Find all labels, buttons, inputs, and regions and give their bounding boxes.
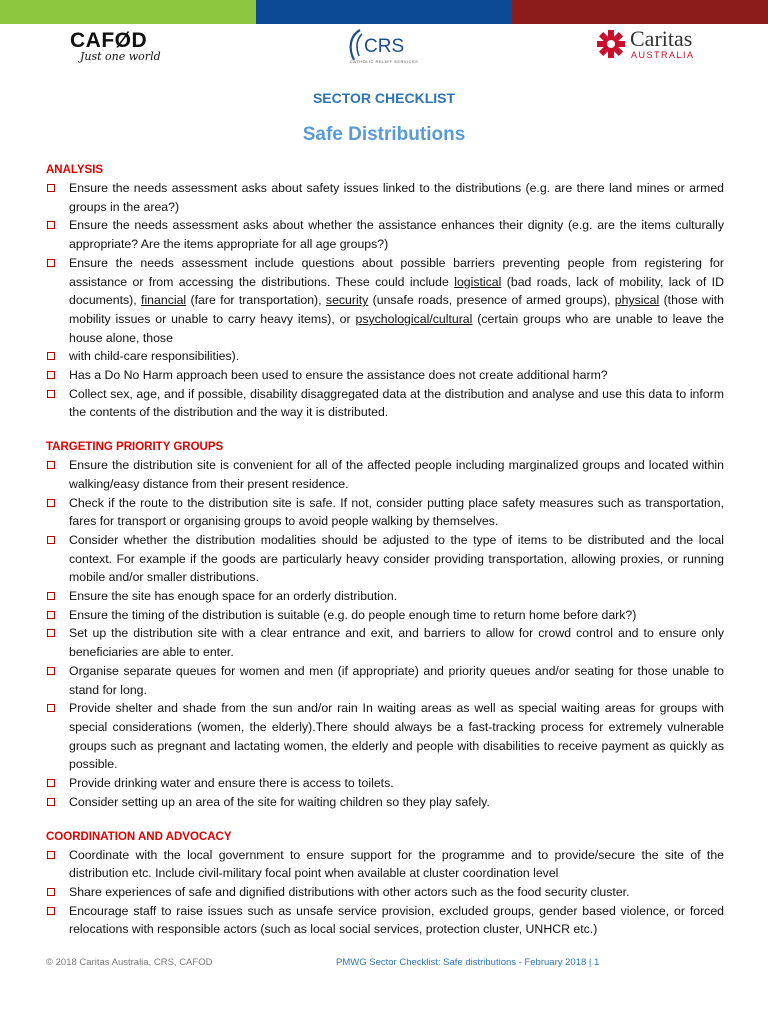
crs-logo-subtitle: CATHOLIC RELIEF SERVICES <box>350 59 419 64</box>
checkbox[interactable] <box>47 779 55 787</box>
checkbox[interactable] <box>47 888 55 896</box>
item-text: Has a Do No Harm approach been used to ensure the assistance does not create additional harm? <box>69 368 608 383</box>
section-gap <box>46 422 724 439</box>
item-text: Provide drinking water and ensure there is access to toilets. <box>69 776 394 791</box>
item-text: (unsafe roads, presence of armed groups), <box>368 293 615 308</box>
item-text: Ensure the distribution site is convenient for all of the affected people including marginalized groups and located within walking/easy distance from their present residence. <box>69 458 724 491</box>
caritas-logo-subtitle: AUSTRALIA <box>631 50 695 60</box>
checklist-item <box>46 366 724 385</box>
checklist-item <box>46 587 724 606</box>
checkbox[interactable] <box>47 461 55 469</box>
section-heading: TARGETING PRIORITY GROUPS <box>46 441 224 454</box>
item-text: with child-care responsibilities). <box>69 349 240 364</box>
footer-copyright: © 2018 Caritas Australia, CRS, CAFOD <box>46 957 213 968</box>
checklist <box>46 179 724 422</box>
caritas-logo-name: Caritas <box>630 26 693 51</box>
checklist-item <box>46 216 724 253</box>
checklist-item <box>46 606 724 625</box>
item-text: Consider whether the distribution modalities should be adjusted to the type of items to be distributed and the local context. For example if the goods are particularly heavy consider providing transportation, allowing proxies, or running mobile and/or smaller distributions. <box>69 532 724 585</box>
checkbox[interactable] <box>47 536 55 544</box>
section-gap <box>46 812 724 829</box>
caritas-logo <box>596 26 706 62</box>
item-text: Check if the route to the distribution site is safe. If not, consider putting place safety measures such as transportation, fares for transport or organising groups to avoid people walking by themselves. <box>69 495 724 529</box>
banner-red-segment <box>512 0 768 24</box>
underlined-term: logistical <box>454 274 502 289</box>
item-text: Encourage staff to raise issues such as unsafe service provision, excluded groups, gender based violence, or forced relocations with responsible actors (such as local social services, protection cluster, UNHCR etc.) <box>69 903 724 937</box>
section-heading: ANALYSIS <box>46 164 104 176</box>
item-text: (certain groups who are unable to leave the house alone, those <box>69 311 724 345</box>
checkbox[interactable] <box>47 611 55 619</box>
checklist-item <box>46 846 724 883</box>
item-text: Share experiences of safe and dignified distributions with other actors such as the food security cluster. <box>69 884 630 899</box>
checklist-item <box>46 385 724 422</box>
cafod-logo-name: CAFØD <box>70 29 148 52</box>
checklist-item <box>46 902 724 939</box>
checkbox[interactable] <box>47 798 55 806</box>
item-text: Consider setting up an area of the site for waiting children so they play safely. <box>69 794 490 809</box>
footer-page-info: PMWG Sector Checklist: Safe distributions - February 2018 | 1 <box>336 957 600 968</box>
checklist-item <box>46 347 724 366</box>
cafod-logo-tagline: Just one world <box>80 50 161 63</box>
checkbox[interactable] <box>47 184 55 192</box>
checkbox[interactable] <box>47 499 55 507</box>
checkbox[interactable] <box>47 907 55 915</box>
underlined-term: financial <box>141 293 187 308</box>
sector-checklist-title: SECTOR CHECKLIST <box>312 90 456 106</box>
item-text: Ensure the needs assessment include questions about possible barriers preventing people from registering for assistance or from accessing the distributions. These could include <box>69 255 724 289</box>
checkbox[interactable] <box>47 851 55 859</box>
underlined-term: security <box>325 293 369 308</box>
checklist-item <box>46 699 724 774</box>
checkbox[interactable] <box>47 704 55 712</box>
checklist-item <box>46 531 724 587</box>
item-text: Provide shelter and shade from the sun and/or rain In waiting areas as well as special waiting areas for groups with special considerations (women, the elderly).There should always be a fast-tracking process for extremely vulnerable groups such as pregnant and lactating women, the elderly and people with disabilities to receive payment as quickly as possible. <box>69 701 724 772</box>
item-text: (those with mobility issues or unable to carry heavy items), or <box>69 293 724 326</box>
underlined-term: psychological/cultural <box>355 311 473 326</box>
checklist-item <box>46 793 724 812</box>
checkbox[interactable] <box>47 667 55 675</box>
document-title: Safe Distributions <box>302 124 466 145</box>
checklist-item <box>46 254 724 348</box>
checklist-item <box>46 624 724 661</box>
item-text: Set up the distribution site with a clear entrance and exit, and barriers to allow for crowd control and to ensure only beneficiaries are able to enter. <box>69 626 724 660</box>
banner-blue-segment <box>256 0 512 24</box>
checkbox[interactable] <box>47 390 55 398</box>
section-heading: COORDINATION AND ADVOCACY <box>46 830 232 843</box>
item-text: Organise separate queues for women and men (if appropriate) and priority queues and/or seating for those unable to stand for long. <box>69 663 724 697</box>
cafod-logo <box>70 31 180 63</box>
checklist-item <box>46 179 724 216</box>
checklist-item <box>46 662 724 699</box>
checkbox[interactable] <box>47 592 55 600</box>
underlined-term: physical <box>614 293 660 308</box>
caritas-cross-icon <box>596 29 626 59</box>
checkbox[interactable] <box>47 629 55 637</box>
item-text: Ensure the timing of the distribution is suitable (e.g. do people enough time to return home before dark?) <box>69 607 637 622</box>
checkbox[interactable] <box>47 221 55 229</box>
item-text: Coordinate with the local government to ensure support for the programme and to provide/secure the site of the distribution etc. Include civil-military focal point when available at cluster coordination level <box>69 847 724 881</box>
item-text: (bad roads, lack of mobility, lack of ID documents), <box>69 274 724 308</box>
checklist-item <box>46 494 724 531</box>
banner-green-segment <box>0 0 256 24</box>
crs-logo <box>346 26 426 66</box>
checkbox[interactable] <box>47 259 55 267</box>
item-text: Ensure the needs assessment asks about safety issues linked to the distributions (e.g. are there land mines or armed groups in the area?) <box>69 181 724 214</box>
item-text: Collect sex, age, and if possible, disability disaggregated data at the distribution and analyse and use this data to inform the contents of the distribution and the way it is distributed. <box>69 386 724 420</box>
checkbox[interactable] <box>47 371 55 379</box>
item-text: (fare for transportation), <box>186 293 326 308</box>
checklist-item <box>46 456 724 493</box>
checklist-content <box>46 162 724 939</box>
checklist <box>46 846 724 940</box>
item-text: Ensure the site has enough space for an orderly distribution. <box>69 589 398 604</box>
checkbox[interactable] <box>47 352 55 360</box>
crs-logo-name: CRS <box>364 36 405 57</box>
item-text: Ensure the needs assessment asks about whether the assistance enhances their dignity (e.g. are the items culturally appropriate? Are the items appropriate for all age groups?) <box>69 218 724 252</box>
checklist <box>46 456 724 811</box>
checklist-item <box>46 883 724 902</box>
color-banner <box>0 0 768 24</box>
checklist-item <box>46 774 724 793</box>
